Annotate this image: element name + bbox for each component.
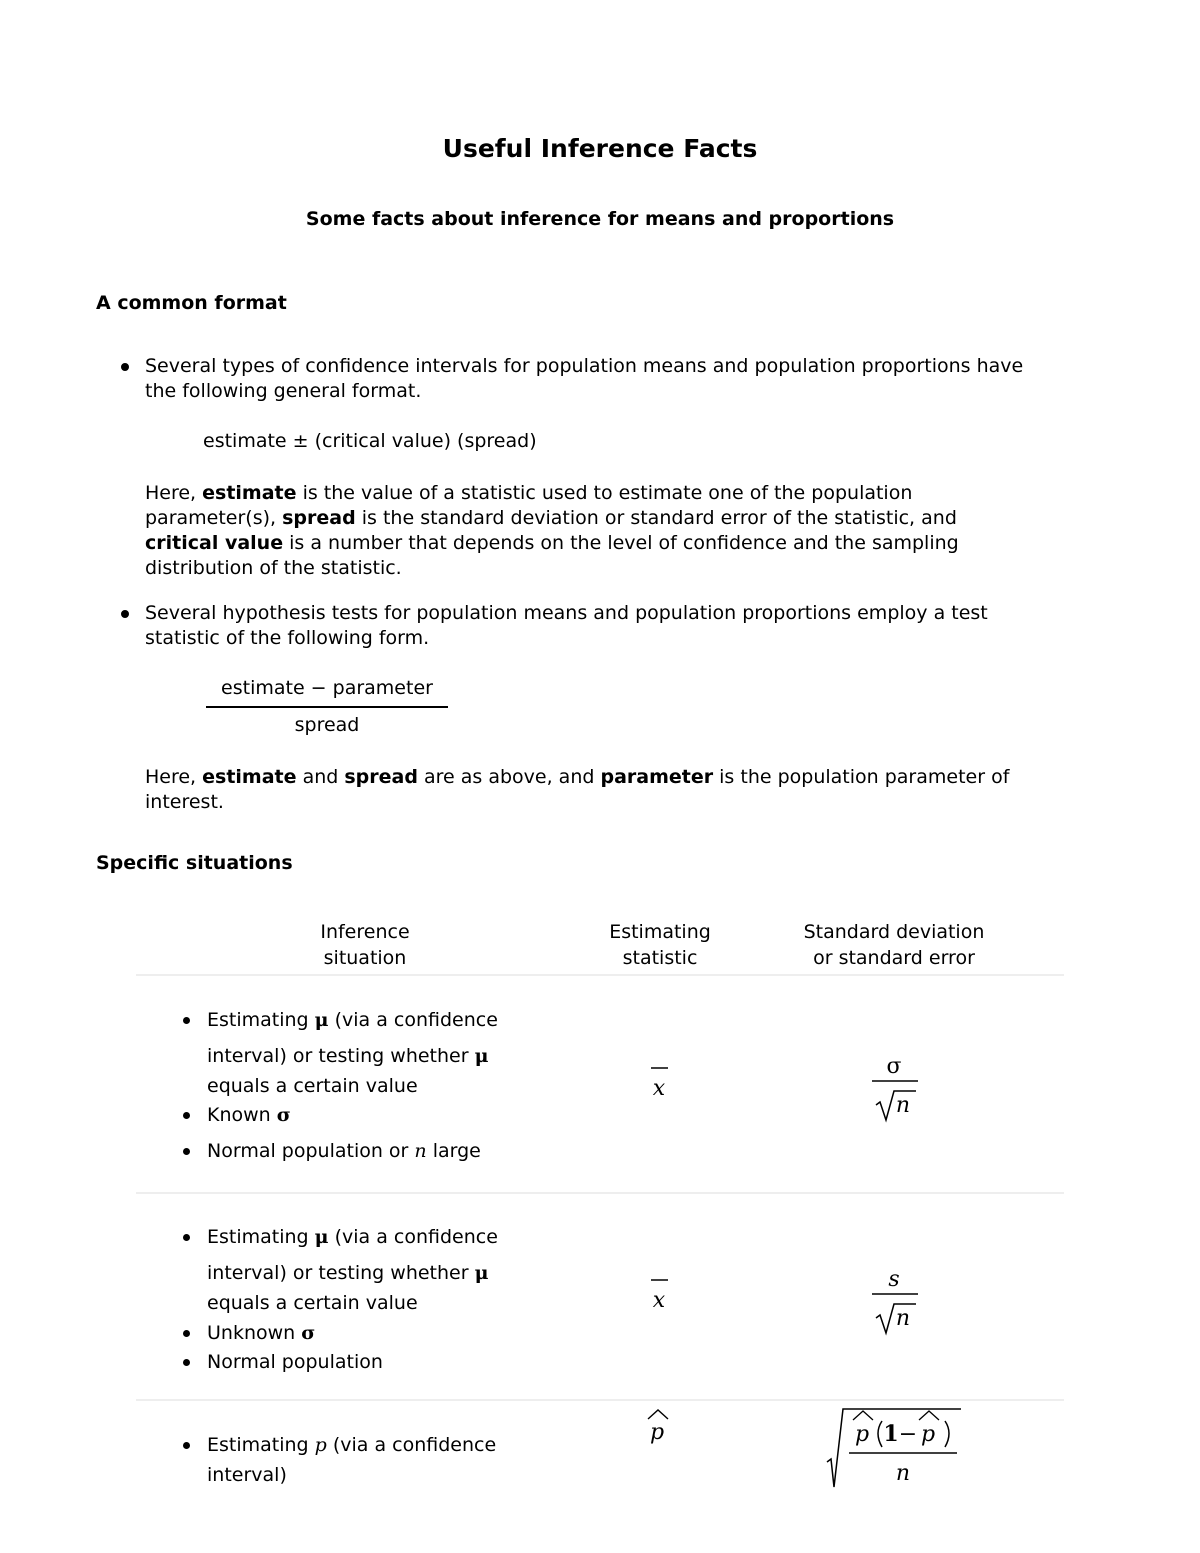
text: is the standard deviation or standard error of the statistic, and: [355, 507, 957, 529]
text-line: distribution of the statistic.: [145, 557, 402, 579]
x-bar-symbol: [640, 1274, 680, 1314]
bullet-dot: [183, 1112, 190, 1119]
table-divider: [136, 974, 1064, 976]
header-line: Standard deviation: [803, 921, 985, 943]
text: (via a confidence: [328, 1009, 498, 1031]
one-symbol: 1: [883, 1421, 899, 1447]
row1-situation: [207, 1005, 498, 1101]
page-title: Useful Inference Facts: [442, 134, 758, 163]
s-over-sqrt-n: [860, 1261, 930, 1341]
text-line: Several hypothesis tests for population means and population proportions employ a test: [145, 602, 988, 624]
text-line: [207, 1258, 498, 1288]
text: Normal population: [207, 1351, 383, 1373]
bullet-dot: [121, 610, 129, 618]
fraction-bar: [206, 706, 448, 708]
bullet2-explanation: [145, 765, 1009, 815]
test-stat-denominator: spread: [294, 714, 360, 736]
hat-mark: [853, 1411, 873, 1420]
open-paren: [878, 1421, 882, 1447]
term-parameter: parameter: [600, 766, 714, 788]
bullet2-text: [145, 601, 988, 651]
sigma-symbol: σ: [886, 1054, 902, 1079]
bullet-dot: [183, 1330, 190, 1337]
text-line: the following general format.: [145, 380, 422, 402]
bullet-dot: [183, 1359, 190, 1366]
section-heading-specific-situations: Specific situations: [96, 852, 293, 874]
mu-symbol: μ: [474, 1045, 489, 1067]
table-divider: [136, 1399, 1064, 1401]
text: Unknown: [207, 1322, 302, 1344]
page-subtitle: Some facts about inference for means and proportions: [305, 208, 895, 230]
term-spread: spread: [282, 507, 356, 529]
term-critical-value: critical value: [145, 532, 284, 554]
text: large: [426, 1140, 481, 1162]
p-symbol: p: [854, 1422, 870, 1447]
bullet-dot: [183, 1148, 190, 1155]
table-divider: [136, 1192, 1064, 1194]
term-estimate: estimate: [202, 482, 297, 504]
x-symbol: x: [652, 1076, 666, 1101]
p-symbol: p: [649, 1420, 665, 1445]
header-line: situation: [323, 947, 407, 969]
sigma-symbol: σ: [276, 1104, 291, 1126]
n-symbol: n: [414, 1140, 427, 1162]
bullet-dot: [183, 1017, 190, 1024]
text: parameter(s),: [145, 507, 283, 529]
row3-situation: [207, 1430, 496, 1490]
x-bar-symbol: [640, 1062, 680, 1102]
text-line: [145, 531, 959, 556]
text-line: equals a certain value: [207, 1075, 418, 1097]
minus-symbol: −: [898, 1422, 918, 1447]
p-symbol: p: [920, 1422, 936, 1447]
mu-symbol: μ: [474, 1262, 489, 1284]
text-line: interval): [207, 1464, 287, 1486]
ci-general-formula: estimate ± (critical value) (spread): [203, 430, 537, 452]
n-symbol: n: [895, 1461, 911, 1486]
bullet1-text: [145, 354, 1023, 404]
text: are as above, and: [417, 766, 601, 788]
column-header-statistic: [570, 919, 750, 971]
text: and: [296, 766, 345, 788]
text: Estimating: [207, 1009, 315, 1031]
close-paren: [945, 1421, 949, 1447]
text: interval) or testing whether: [207, 1262, 475, 1284]
bullet-dot: [183, 1442, 190, 1449]
column-header-situation: [265, 919, 465, 971]
text: is the population parameter of: [713, 766, 1010, 788]
hat-mark: [648, 1410, 668, 1419]
test-stat-numerator: estimate − parameter: [221, 677, 433, 699]
column-header-standard-error: [780, 919, 1008, 971]
text: (via a confidence: [328, 1226, 498, 1248]
text-line: [145, 506, 959, 531]
text-line: [207, 1005, 498, 1035]
bullet-dot: [121, 363, 129, 371]
bullet1-explanation: [145, 481, 959, 581]
p-symbol: p: [314, 1434, 327, 1456]
s-symbol: s: [888, 1267, 900, 1292]
hat-mark: [919, 1411, 939, 1420]
text-line: statistic of the following form.: [145, 627, 430, 649]
header-line: Estimating: [609, 921, 711, 943]
sigma-symbol: σ: [301, 1322, 316, 1344]
p-hat-symbol: [640, 1405, 680, 1450]
row1-known-sigma: [207, 1100, 291, 1130]
text-line: [207, 1430, 496, 1460]
row2-situation: [207, 1222, 498, 1318]
text: is the value of a statistic used to estimate one of the population: [296, 482, 913, 504]
text: Known: [207, 1104, 277, 1126]
term-spread: spread: [344, 766, 418, 788]
header-line: statistic: [622, 947, 698, 969]
row2-unknown-sigma: [207, 1318, 315, 1348]
text: Normal population or: [207, 1140, 415, 1162]
n-symbol: n: [895, 1306, 911, 1331]
text-line: [145, 481, 959, 506]
sqrt-phat-one-minus-phat-over-n: [825, 1405, 965, 1490]
row2-normal-population: [207, 1347, 383, 1377]
header-line: or standard error: [813, 947, 975, 969]
section-heading-common-format: A common format: [96, 292, 287, 314]
text: Here,: [145, 766, 203, 788]
text-line: [145, 765, 1009, 790]
text-line: Several types of confidence intervals for population means and population proportions have: [145, 355, 1024, 377]
text-line: equals a certain value: [207, 1292, 418, 1314]
text: is a number that depends on the level of confidence and the sampling: [283, 532, 959, 554]
sigma-over-sqrt-n: [860, 1048, 930, 1128]
mu-symbol: μ: [314, 1226, 329, 1248]
text: Estimating: [207, 1434, 315, 1456]
mu-symbol: μ: [314, 1009, 329, 1031]
text-line: interest.: [145, 791, 224, 813]
header-line: Inference: [320, 921, 410, 943]
text: interval) or testing whether: [207, 1045, 475, 1067]
n-symbol: n: [895, 1093, 911, 1118]
term-estimate: estimate: [202, 766, 297, 788]
row1-normal-population: [207, 1136, 481, 1166]
text-line: [207, 1222, 498, 1252]
bullet-dot: [183, 1234, 190, 1241]
text-line: [207, 1041, 498, 1071]
text: Here,: [145, 482, 203, 504]
text: (via a confidence: [326, 1434, 497, 1456]
text: Estimating: [207, 1226, 315, 1248]
x-symbol: x: [652, 1288, 666, 1313]
